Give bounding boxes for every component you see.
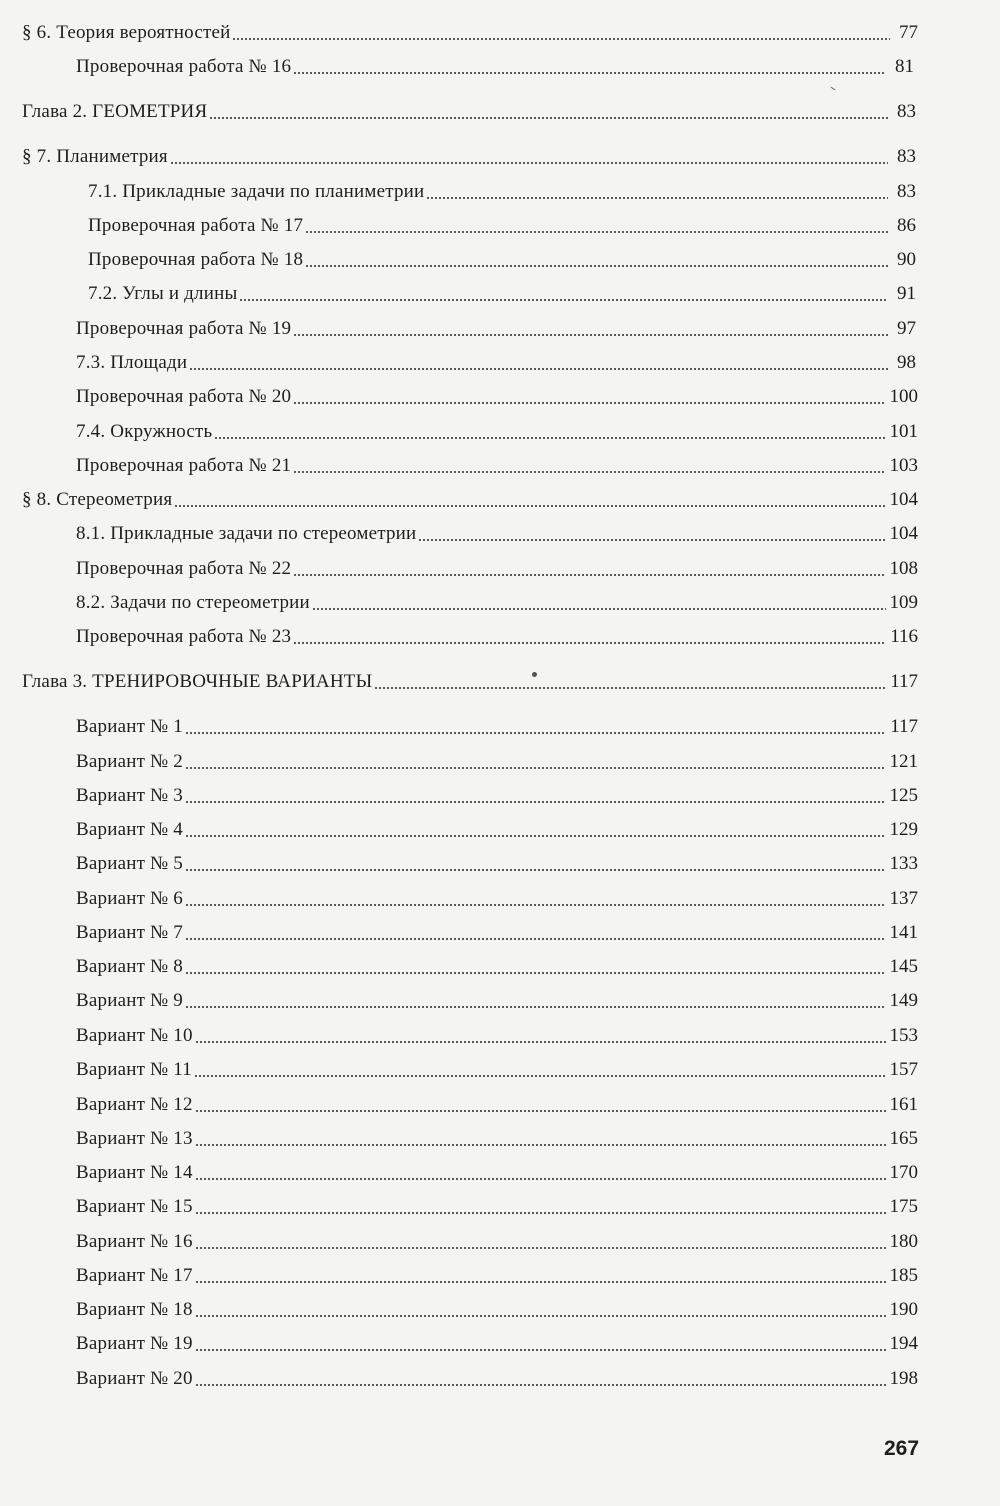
toc-entry-page: 180 [889, 1231, 918, 1252]
dot-leader [185, 732, 886, 734]
toc-entry [76, 523, 918, 545]
dot-leader [305, 231, 888, 233]
toc-entry-label: Вариант № 18 [76, 1299, 193, 1320]
toc-entry-label: Вариант № 2 [76, 751, 184, 772]
toc-entry-label: § 8. Стереометрия [22, 489, 173, 510]
toc-entry-page: 109 [889, 592, 918, 613]
toc-entry-label: Глава 3. ТРЕНИРОВОЧНЫЕ ВАРИАНТЫ [22, 671, 373, 692]
toc-entry-label: Вариант № 19 [76, 1333, 193, 1354]
toc-entry [76, 716, 918, 738]
dot-leader [195, 1247, 886, 1249]
toc-entry-page: 90 [897, 249, 916, 270]
toc-entry-page: 190 [889, 1299, 918, 1320]
toc-entry-label: Вариант № 1 [76, 716, 184, 737]
toc-entry [76, 990, 918, 1012]
toc-entry-page: 97 [897, 318, 916, 339]
toc-entry-page: 117 [890, 671, 918, 692]
toc-entry [76, 318, 916, 340]
toc-entry-page: 108 [889, 558, 918, 579]
toc-entry [88, 283, 916, 305]
dot-leader [185, 835, 885, 837]
toc-entry-page: 81 [895, 56, 914, 77]
toc-entry-label: Вариант № 20 [76, 1368, 193, 1389]
toc-entry [76, 1333, 918, 1355]
toc-entry-page: 103 [889, 455, 918, 476]
toc-entry [76, 1196, 918, 1218]
dot-leader [293, 334, 888, 336]
dot-leader [185, 767, 885, 769]
toc-entry [76, 558, 918, 580]
toc-entry-label: Вариант № 3 [76, 785, 184, 806]
dot-leader [195, 1110, 886, 1112]
toc-entry-page: 86 [897, 215, 916, 236]
toc-entry [76, 785, 918, 807]
toc-entry-label: Вариант № 16 [76, 1231, 193, 1252]
toc-entry-label: Вариант № 4 [76, 819, 184, 840]
dot-leader [312, 608, 886, 610]
toc-entry [76, 1094, 918, 1116]
toc-entry [76, 751, 918, 773]
toc-entry-page: 116 [890, 626, 918, 647]
toc-entry-label: Вариант № 5 [76, 853, 184, 874]
toc-entry [76, 56, 914, 78]
toc-entry [76, 1265, 918, 1287]
dot-leader [195, 1178, 886, 1180]
dot-leader [293, 72, 886, 74]
dot-leader [195, 1212, 886, 1214]
toc-entry-page: 83 [897, 181, 916, 202]
toc-entry-page: 145 [889, 956, 918, 977]
toc-entry-page: 133 [889, 853, 918, 874]
dot-leader [305, 265, 888, 267]
dot-leader [293, 402, 885, 404]
dot-leader [185, 904, 885, 906]
toc-entry-page: 83 [897, 146, 916, 167]
toc-entry-page: 121 [889, 751, 918, 772]
toc-entry [76, 922, 918, 944]
toc-entry [76, 1025, 918, 1047]
toc-entry-page: 153 [889, 1025, 918, 1046]
toc-entry [22, 671, 918, 693]
toc-entry [22, 146, 916, 168]
toc-entry-label: 8.1. Прикладные задачи по стереометрии [76, 523, 417, 544]
toc-entry-label: Вариант № 15 [76, 1196, 193, 1217]
toc-entry-page: 175 [889, 1196, 918, 1217]
toc-entry [88, 215, 916, 237]
toc-entry-label: Вариант № 17 [76, 1265, 193, 1286]
toc-entry-page: 77 [899, 22, 918, 43]
toc-entry-page: 125 [889, 785, 918, 806]
toc-entry-label: § 7. Планиметрия [22, 146, 168, 167]
toc-entry-page: 198 [889, 1368, 918, 1389]
toc-entry-label: Проверочная работа № 19 [76, 318, 292, 339]
dot-leader [195, 1384, 886, 1386]
toc-entry-label: Вариант № 8 [76, 956, 184, 977]
dot-leader [185, 869, 885, 871]
toc-entry-page: 149 [889, 990, 918, 1011]
toc-entry [22, 101, 916, 123]
toc-entry-label: Проверочная работа № 20 [76, 386, 292, 407]
dot-leader [185, 801, 885, 803]
toc-entry [88, 181, 916, 203]
dot-leader [214, 437, 885, 439]
toc-entry-page: 91 [897, 283, 916, 304]
dot-leader [293, 471, 885, 473]
toc-entry [76, 1128, 918, 1150]
toc-entry [76, 592, 918, 614]
dot-leader [195, 1041, 886, 1043]
toc-entry-page: 185 [889, 1265, 918, 1286]
toc-entry-label: Проверочная работа № 21 [76, 455, 292, 476]
dot-leader [185, 1006, 885, 1008]
dot-leader [232, 38, 890, 40]
scan-speck [532, 672, 537, 677]
toc-entry-label: Вариант № 11 [76, 1059, 193, 1080]
dot-leader [189, 368, 888, 370]
toc-entry-page: 137 [889, 888, 918, 909]
toc-entry-page: 104 [889, 523, 918, 544]
toc-entry [76, 1299, 918, 1321]
toc-entry [76, 352, 916, 374]
toc-entry-label: Проверочная работа № 17 [88, 215, 304, 236]
toc-entry-label: Проверочная работа № 16 [76, 56, 292, 77]
toc-entry-label: Проверочная работа № 23 [76, 626, 292, 647]
dot-leader [195, 1349, 886, 1351]
dot-leader [194, 1075, 885, 1077]
toc-entry-label: § 6. Теория вероятностей [22, 22, 231, 43]
dot-leader [195, 1144, 886, 1146]
toc-entry-label: Вариант № 9 [76, 990, 184, 1011]
toc-entry [76, 888, 918, 910]
dot-leader [374, 687, 886, 689]
toc-entry-label: Глава 2. ГЕОМЕТРИЯ [22, 101, 208, 122]
toc-entry-label: 7.3. Площади [76, 352, 188, 373]
toc-entry-label: Вариант № 7 [76, 922, 184, 943]
toc-entry-page: 104 [889, 489, 918, 510]
toc-entry [76, 1231, 918, 1253]
toc-entry-label: 7.1. Прикладные задачи по планиметрии [88, 181, 425, 202]
toc-entry [76, 1059, 918, 1081]
toc-entry [76, 386, 918, 408]
dot-leader [185, 938, 885, 940]
dot-leader [170, 162, 888, 164]
toc-entry-label: Вариант № 13 [76, 1128, 193, 1149]
dot-leader [195, 1281, 886, 1283]
toc-entry-page: 117 [890, 716, 918, 737]
toc-entry-page: 101 [889, 421, 918, 442]
scan-speck [830, 86, 835, 90]
toc-entry-page: 165 [889, 1128, 918, 1149]
toc-entry-page: 161 [889, 1094, 918, 1115]
toc-entry-label: Вариант № 14 [76, 1162, 193, 1183]
toc-entry [76, 1162, 918, 1184]
page-number: 267 [884, 1437, 920, 1460]
toc-entry-label: Проверочная работа № 18 [88, 249, 304, 270]
toc-entry [88, 249, 916, 271]
toc-entry-label: 8.2. Задачи по стереометрии [76, 592, 310, 613]
toc-entry-label: Вариант № 10 [76, 1025, 193, 1046]
toc-entry [76, 819, 918, 841]
toc-entry [22, 489, 918, 511]
toc-entry [76, 1368, 918, 1390]
toc-entry-page: 83 [897, 101, 916, 122]
toc-entry-label: Вариант № 12 [76, 1094, 193, 1115]
toc-entry [76, 853, 918, 875]
dot-leader [418, 539, 885, 541]
toc-entry [76, 626, 918, 648]
dot-leader [293, 642, 886, 644]
toc-entry-page: 194 [889, 1333, 918, 1354]
toc-entry-label: Проверочная работа № 22 [76, 558, 292, 579]
toc-entry-page: 157 [889, 1059, 918, 1080]
toc-entry-page: 129 [889, 819, 918, 840]
toc-entry [76, 956, 918, 978]
toc-entry-label: Вариант № 6 [76, 888, 184, 909]
toc-entry [22, 22, 918, 44]
dot-leader [195, 1315, 886, 1317]
toc-entry-page: 98 [897, 352, 916, 373]
dot-leader [185, 972, 885, 974]
dot-leader [426, 197, 888, 199]
toc-entry [76, 421, 918, 443]
dot-leader [209, 117, 888, 119]
toc-entry-label: 7.4. Окружность [76, 421, 213, 442]
toc-entry-label: 7.2. Углы и длины [88, 283, 238, 304]
toc-entry [76, 455, 918, 477]
dot-leader [174, 505, 885, 507]
toc-entry-page: 170 [889, 1162, 918, 1183]
toc-entry-page: 100 [889, 386, 918, 407]
toc-entry-page: 141 [889, 922, 918, 943]
dot-leader [293, 574, 885, 576]
dot-leader [239, 299, 888, 301]
